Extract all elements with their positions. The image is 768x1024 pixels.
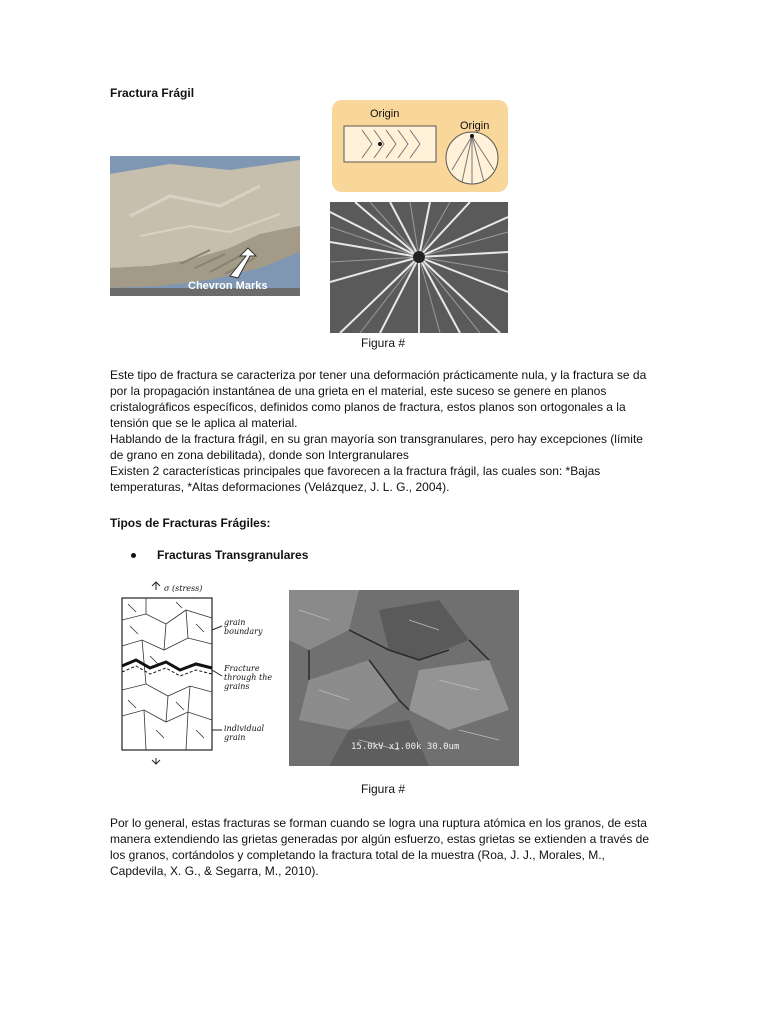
grain-fracture-sketch [116, 580, 286, 766]
chevron-marks-photo [110, 156, 300, 296]
grain-boundary-label: grain boundary [224, 618, 263, 636]
paragraph-2: Hablando de la fractura frágil, en su gran mayoría son transgranulares, pero hay excepciones (límite de grano en zona debilitada), donde son Intergranulares [110, 432, 643, 462]
paragraph-3: Existen 2 características principales que favorecen a la fractura frágil, las cuales son: *Bajas temperaturas, *Altas deformaciones (Velázquez, J. L. G., 2004). [110, 464, 601, 494]
section-title-tipos: Tipos de Fracturas Frágiles: [110, 516, 271, 530]
origin-label-left: Origin [370, 108, 400, 120]
paragraph-1: Este tipo de fractura se caracteriza por tener una deformación prácticamente nula, y la fractura se da por la propagación instantánea de una grieta en el material, este suceso se genere en planos cristalográficos específicos, definidos como planos de fractura, estos planos son ortogonales a la tensión que se le aplica al material. [110, 368, 647, 430]
figure-caption-2: Figura # [361, 782, 406, 796]
stress-label: σ (stress) [164, 584, 203, 593]
fracture-through-grains-label: Fracture through the grains [224, 664, 273, 691]
paragraph-4: Por lo general, estas fracturas se forman cuando se logra una ruptura atómica en los granos, de esta manera extendiendo las grietas generadas por algún esfuerzo, estas grietas se extienden a través de los granos, cortándolos y completando la fractura total de la muestra (Roa, J. J., Morales, M., Capdevila, X. G., & Segarra, M., 2010). [110, 816, 650, 878]
sem-scale-label: 15.0kV x1.00k 30.0um [351, 742, 460, 752]
origin-label-right: Origin [460, 120, 490, 132]
bullet-transgranulares: Fracturas Transgranulares [157, 548, 309, 562]
bullet-dot [131, 553, 136, 558]
figure-caption-1: Figura # [361, 336, 406, 350]
chevron-marks-label: Chevron Marks [188, 280, 268, 292]
radial-fracture-image [330, 202, 508, 333]
sem-micrograph [289, 590, 519, 766]
origin-diagram [332, 100, 508, 192]
section-title-fractura-fragil: Fractura Frágil [110, 86, 195, 100]
individual-grain-label: individual grain [224, 724, 265, 742]
